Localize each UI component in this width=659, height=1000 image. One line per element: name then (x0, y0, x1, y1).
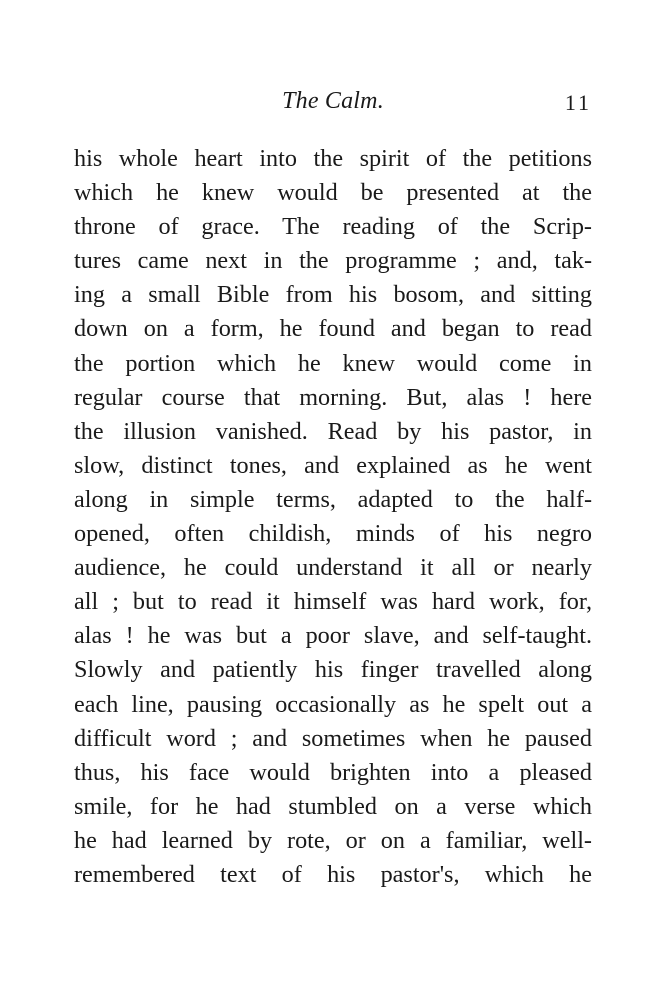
text-line: difficult word ; and sometimes when he paused (74, 724, 592, 752)
text-line: alas ! he was but a poor slave, and self-taught. (74, 622, 592, 650)
text-line: slow, distinct tones, and explained as he went (74, 451, 592, 479)
text-line: along in simple terms, adapted to the half- (74, 485, 592, 513)
text-line: the portion which he knew would come in (74, 349, 592, 377)
text-line: which he knew would be presented at the (74, 179, 592, 207)
text-line: regular course that morning. But, alas ! here (74, 383, 592, 411)
text-line: opened, often childish, minds of his negro (74, 520, 592, 548)
text-line: the illusion vanished. Read by his pastor, in (74, 417, 592, 445)
page-number: 11 (564, 90, 592, 115)
text-line: throne of grace. The reading of the Scrip- (74, 213, 592, 241)
text-line: remembered text of his pastor's, which he (74, 860, 592, 888)
text-line: audience, he could understand it all or nearly (74, 554, 592, 582)
text-line: he had learned by rote, or on a familiar, well- (74, 826, 592, 854)
text-line: Slowly and patiently his finger travelled along (74, 656, 592, 684)
running-title: The Calm. (282, 88, 384, 114)
text-line: smile, for he had stumbled on a verse which (74, 792, 592, 820)
text-line: each line, pausing occasionally as he spelt out a (74, 690, 592, 718)
text-line: down on a form, he found and began to read (74, 315, 592, 343)
body-text (74, 142, 592, 892)
text-line: ing a small Bible from his bosom, and sitting (74, 281, 592, 309)
running-header (74, 88, 592, 122)
text-line: thus, his face would brighten into a pleased (74, 758, 592, 786)
text-line: all ; but to read it himself was hard work, for, (74, 588, 592, 616)
text-line: his whole heart into the spirit of the petitions (74, 145, 592, 172)
text-line: tures came next in the programme ; and, tak- (74, 247, 592, 275)
